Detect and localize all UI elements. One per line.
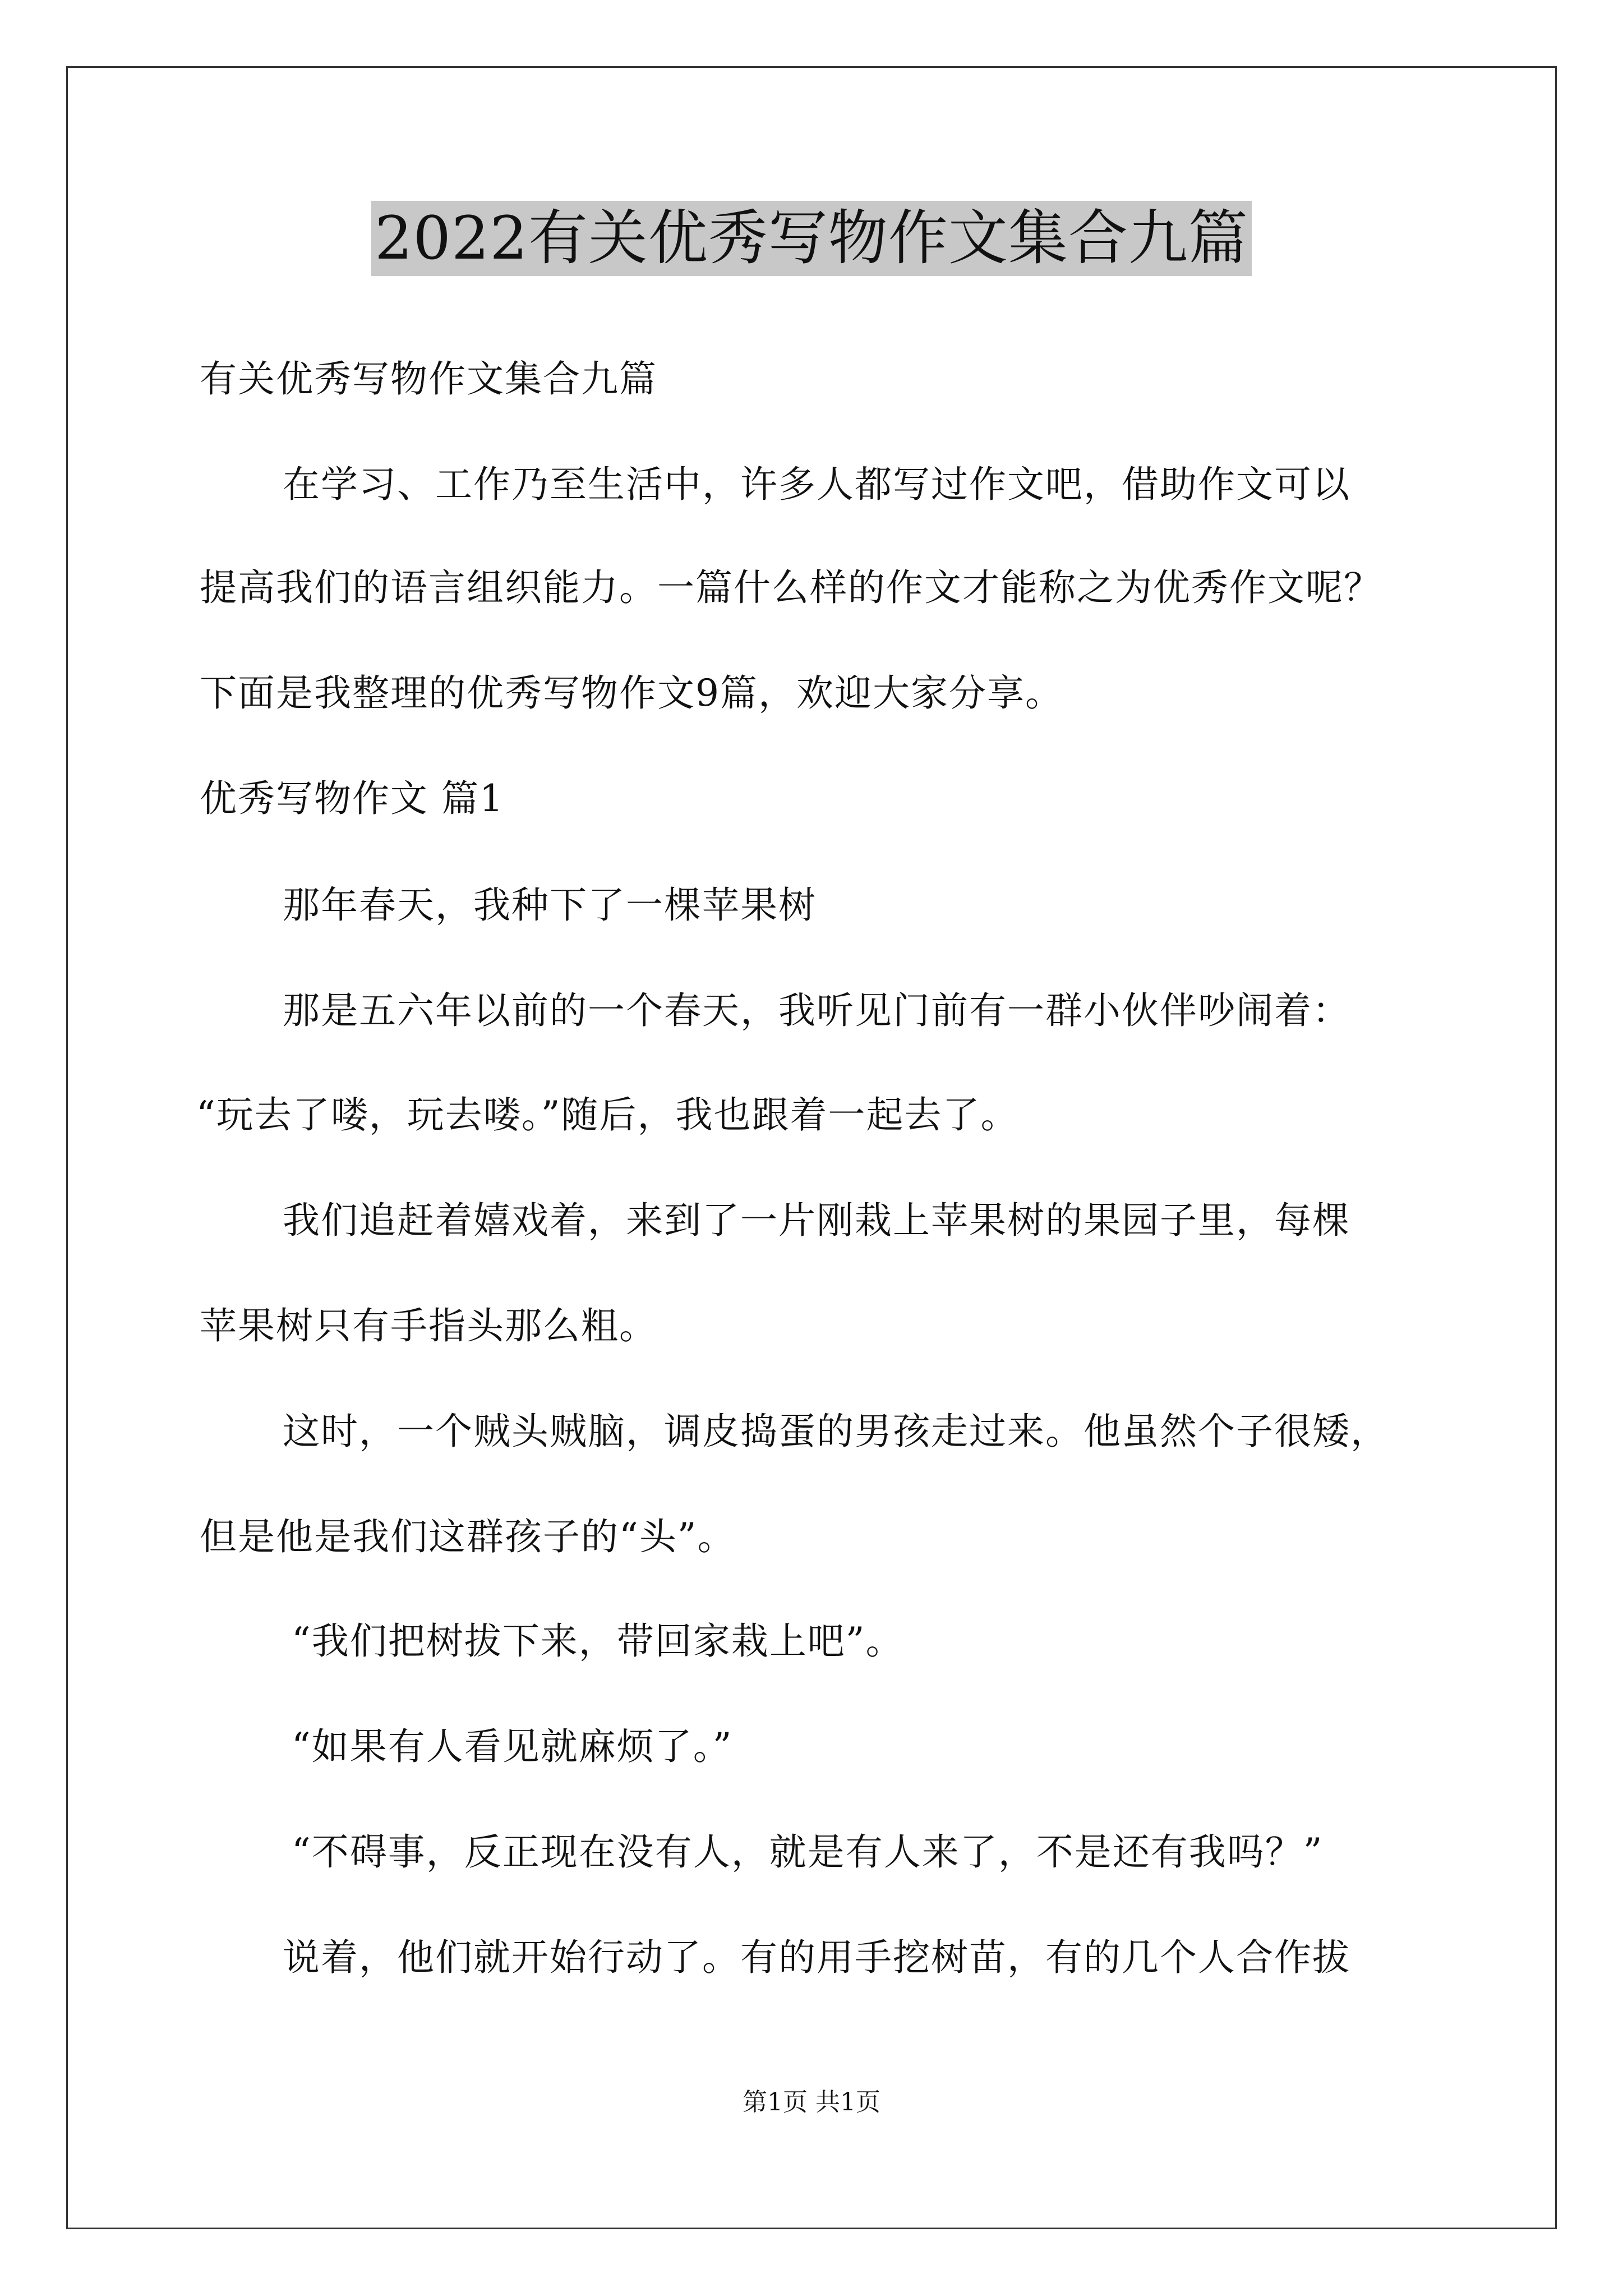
document-subtitle: 有关优秀写物作文集合九篇 <box>200 357 657 401</box>
document-title: 2022有关优秀写物作文集合九篇 <box>371 201 1252 276</box>
paragraph-line: “如果有人看见就麻烦了。” <box>292 1725 733 1768</box>
page-footer: 第1页 共1页 <box>743 2088 880 2116</box>
section-heading: 优秀写物作文 篇1 <box>200 777 504 820</box>
paragraph-line: 提高我们的语言组织能力。一篇什么样的作文才能称之为优秀作文呢？ <box>200 566 1382 609</box>
paragraph-line: 这时，一个贼头贼脑，调皮捣蛋的男孩走过来。他虽然个子很矮， <box>283 1410 1389 1453</box>
paragraph-line: “我们把树拔下来，带回家栽上吧”。 <box>292 1619 904 1663</box>
paragraph-line: “不碍事，反正现在没有人，就是有人来了，不是还有我吗？” <box>292 1830 1324 1874</box>
paragraph-line: 在学习、工作乃至生活中，许多人都写过作文吧，借助作文可以 <box>283 463 1350 506</box>
paragraph-line: 我们追赶着嬉戏着，来到了一片刚栽上苹果树的果园子里，每棵 <box>283 1199 1350 1242</box>
title-container <box>0 201 1623 276</box>
paragraph-line: 说着，他们就开始行动了。有的用手挖树苗，有的几个人合作拔 <box>283 1936 1350 1979</box>
paragraph-line: “玩去了喽，玩去喽。”随后，我也跟着一起去了。 <box>196 1093 1019 1137</box>
paragraph-line: 下面是我整理的优秀写物作文9篇，欢迎大家分享。 <box>200 671 1063 715</box>
paragraph-line: 那年春天，我种下了一棵苹果树 <box>283 884 817 927</box>
paragraph-line: 那是五六年以前的一个春天，我听见门前有一群小伙伴吵闹着： <box>283 989 1350 1032</box>
paragraph-line: 但是他是我们这群孩子的“头”。 <box>200 1515 736 1558</box>
paragraph-line: 苹果树只有手指头那么粗。 <box>200 1304 657 1347</box>
